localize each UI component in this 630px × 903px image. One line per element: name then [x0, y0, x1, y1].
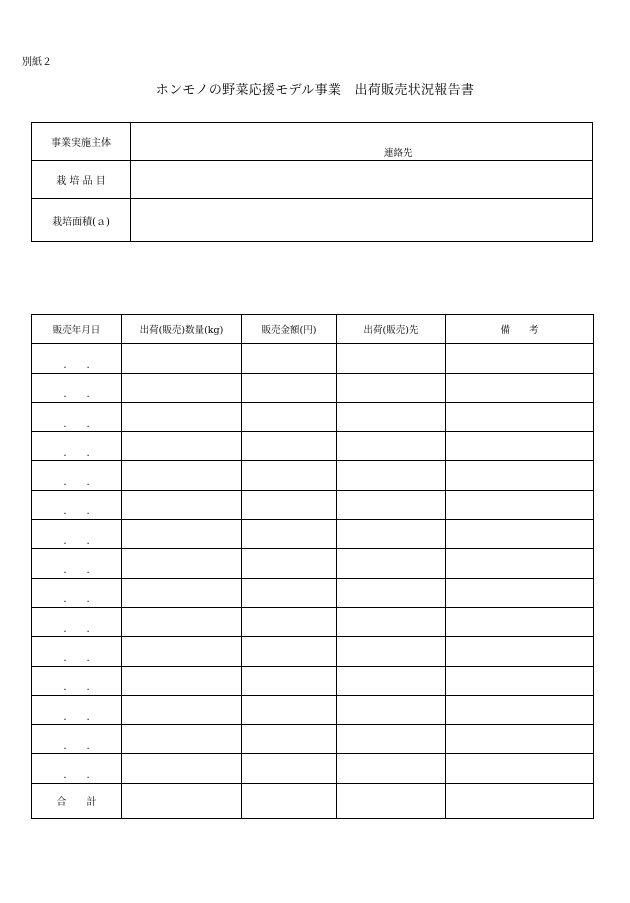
info-row-crop	[32, 161, 593, 199]
table-row	[32, 520, 594, 549]
date-placeholder: . .	[63, 740, 90, 752]
cell-remarks[interactable]	[446, 402, 594, 431]
cell-remarks[interactable]	[446, 725, 594, 754]
sales-table	[31, 314, 594, 819]
info-value-crop[interactable]	[131, 161, 593, 199]
cell-amount[interactable]	[242, 666, 337, 695]
total-label: 合 計	[32, 783, 122, 818]
cell-destination[interactable]	[337, 725, 446, 754]
header-remarks: 備 考	[446, 315, 594, 344]
cell-amount[interactable]	[242, 637, 337, 666]
table-row	[32, 666, 594, 695]
cell-destination[interactable]	[337, 549, 446, 578]
info-label-area: 栽培面積(ａ)	[32, 199, 131, 242]
cell-remarks[interactable]	[446, 607, 594, 636]
cell-destination[interactable]	[337, 578, 446, 607]
cell-sale-date[interactable]	[32, 725, 122, 754]
cell-sale-date[interactable]	[32, 344, 122, 373]
cell-remarks[interactable]	[446, 490, 594, 519]
cell-quantity[interactable]	[122, 578, 242, 607]
cell-quantity[interactable]	[122, 607, 242, 636]
table-row	[32, 373, 594, 402]
table-row	[32, 490, 594, 519]
cell-destination[interactable]	[337, 402, 446, 431]
date-placeholder: . .	[63, 594, 90, 606]
cell-remarks[interactable]	[446, 578, 594, 607]
header-destination: 出荷(販売)先	[337, 315, 446, 344]
cell-sale-date[interactable]	[32, 754, 122, 783]
cell-quantity[interactable]	[122, 520, 242, 549]
date-placeholder: . .	[63, 770, 90, 782]
cell-sale-date[interactable]	[32, 695, 122, 724]
table-row	[32, 695, 594, 724]
cell-quantity[interactable]	[122, 402, 242, 431]
cell-sale-date[interactable]	[32, 578, 122, 607]
total-destination[interactable]	[337, 783, 446, 818]
cell-quantity[interactable]	[122, 695, 242, 724]
cell-amount[interactable]	[242, 578, 337, 607]
cell-quantity[interactable]	[122, 637, 242, 666]
cell-sale-date[interactable]	[32, 637, 122, 666]
cell-destination[interactable]	[337, 637, 446, 666]
total-row	[32, 783, 594, 818]
table-row	[32, 754, 594, 783]
appendix-label: 別紙２	[22, 57, 52, 68]
cell-amount[interactable]	[242, 695, 337, 724]
cell-remarks[interactable]	[446, 695, 594, 724]
info-label-operator: 事業実施主体	[32, 123, 131, 161]
cell-destination[interactable]	[337, 607, 446, 636]
cell-destination[interactable]	[337, 344, 446, 373]
cell-destination[interactable]	[337, 695, 446, 724]
date-placeholder: . .	[63, 477, 90, 489]
total-amount[interactable]	[242, 783, 337, 818]
date-placeholder: . .	[63, 535, 90, 547]
cell-amount[interactable]	[242, 520, 337, 549]
cell-destination[interactable]	[337, 432, 446, 461]
cell-remarks[interactable]	[446, 549, 594, 578]
cell-sale-date[interactable]	[32, 549, 122, 578]
cell-sale-date[interactable]	[32, 373, 122, 402]
table-row	[32, 432, 594, 461]
cell-destination[interactable]	[337, 666, 446, 695]
contact-label: 連絡先	[384, 148, 413, 159]
cell-sale-date[interactable]	[32, 520, 122, 549]
cell-sale-date[interactable]	[32, 666, 122, 695]
cell-amount[interactable]	[242, 490, 337, 519]
cell-amount[interactable]	[242, 373, 337, 402]
info-table	[31, 122, 593, 242]
cell-amount[interactable]	[242, 549, 337, 578]
date-placeholder: . .	[63, 506, 90, 518]
table-row	[32, 549, 594, 578]
cell-amount[interactable]	[242, 461, 337, 490]
date-placeholder: . .	[63, 652, 90, 664]
cell-amount[interactable]	[242, 607, 337, 636]
info-row-area	[32, 199, 593, 242]
header-sale-date: 販売年月日	[32, 315, 122, 344]
cell-destination[interactable]	[337, 520, 446, 549]
table-row	[32, 637, 594, 666]
table-row	[32, 578, 594, 607]
cell-amount[interactable]	[242, 754, 337, 783]
cell-sale-date[interactable]	[32, 607, 122, 636]
date-placeholder: . .	[63, 359, 90, 371]
cell-destination[interactable]	[337, 373, 446, 402]
cell-quantity[interactable]	[122, 490, 242, 519]
cell-sale-date[interactable]	[32, 490, 122, 519]
cell-destination[interactable]	[337, 754, 446, 783]
total-remarks[interactable]	[446, 783, 594, 818]
table-row	[32, 461, 594, 490]
header-quantity: 出荷(販売)数量(kg)	[122, 315, 242, 344]
page-title: ホンモノの野菜応援モデル事業 出荷販売状況報告書	[155, 83, 475, 98]
info-row-operator	[32, 123, 593, 161]
cell-quantity[interactable]	[122, 344, 242, 373]
cell-quantity[interactable]	[122, 754, 242, 783]
cell-amount[interactable]	[242, 432, 337, 461]
table-row	[32, 725, 594, 754]
date-placeholder: . .	[63, 389, 90, 401]
table-row	[32, 344, 594, 373]
cell-quantity[interactable]	[122, 666, 242, 695]
cell-sale-date[interactable]	[32, 402, 122, 431]
cell-remarks[interactable]	[446, 461, 594, 490]
info-label-crop: 栽 培 品 目	[32, 161, 131, 199]
table-row	[32, 607, 594, 636]
cell-remarks[interactable]	[446, 637, 594, 666]
cell-amount[interactable]	[242, 344, 337, 373]
sales-header-row	[32, 315, 594, 344]
date-placeholder: . .	[63, 418, 90, 430]
cell-remarks[interactable]	[446, 520, 594, 549]
cell-destination[interactable]	[337, 461, 446, 490]
cell-remarks[interactable]	[446, 373, 594, 402]
info-value-area[interactable]	[131, 199, 593, 242]
cell-quantity[interactable]	[122, 373, 242, 402]
cell-remarks[interactable]	[446, 754, 594, 783]
cell-amount[interactable]	[242, 725, 337, 754]
cell-quantity[interactable]	[122, 432, 242, 461]
header-amount: 販売金額(円)	[242, 315, 337, 344]
cell-remarks[interactable]	[446, 344, 594, 373]
date-placeholder: . .	[63, 565, 90, 577]
info-value-operator[interactable]	[131, 123, 593, 161]
table-row	[32, 402, 594, 431]
cell-quantity[interactable]	[122, 725, 242, 754]
date-placeholder: . .	[63, 711, 90, 723]
cell-amount[interactable]	[242, 402, 337, 431]
cell-remarks[interactable]	[446, 666, 594, 695]
cell-destination[interactable]	[337, 490, 446, 519]
date-placeholder: . .	[63, 682, 90, 694]
total-quantity[interactable]	[122, 783, 242, 818]
cell-sale-date[interactable]	[32, 432, 122, 461]
cell-quantity[interactable]	[122, 549, 242, 578]
cell-quantity[interactable]	[122, 461, 242, 490]
date-placeholder: . .	[63, 447, 90, 459]
date-placeholder: . .	[63, 623, 90, 635]
cell-sale-date[interactable]	[32, 461, 122, 490]
cell-remarks[interactable]	[446, 432, 594, 461]
